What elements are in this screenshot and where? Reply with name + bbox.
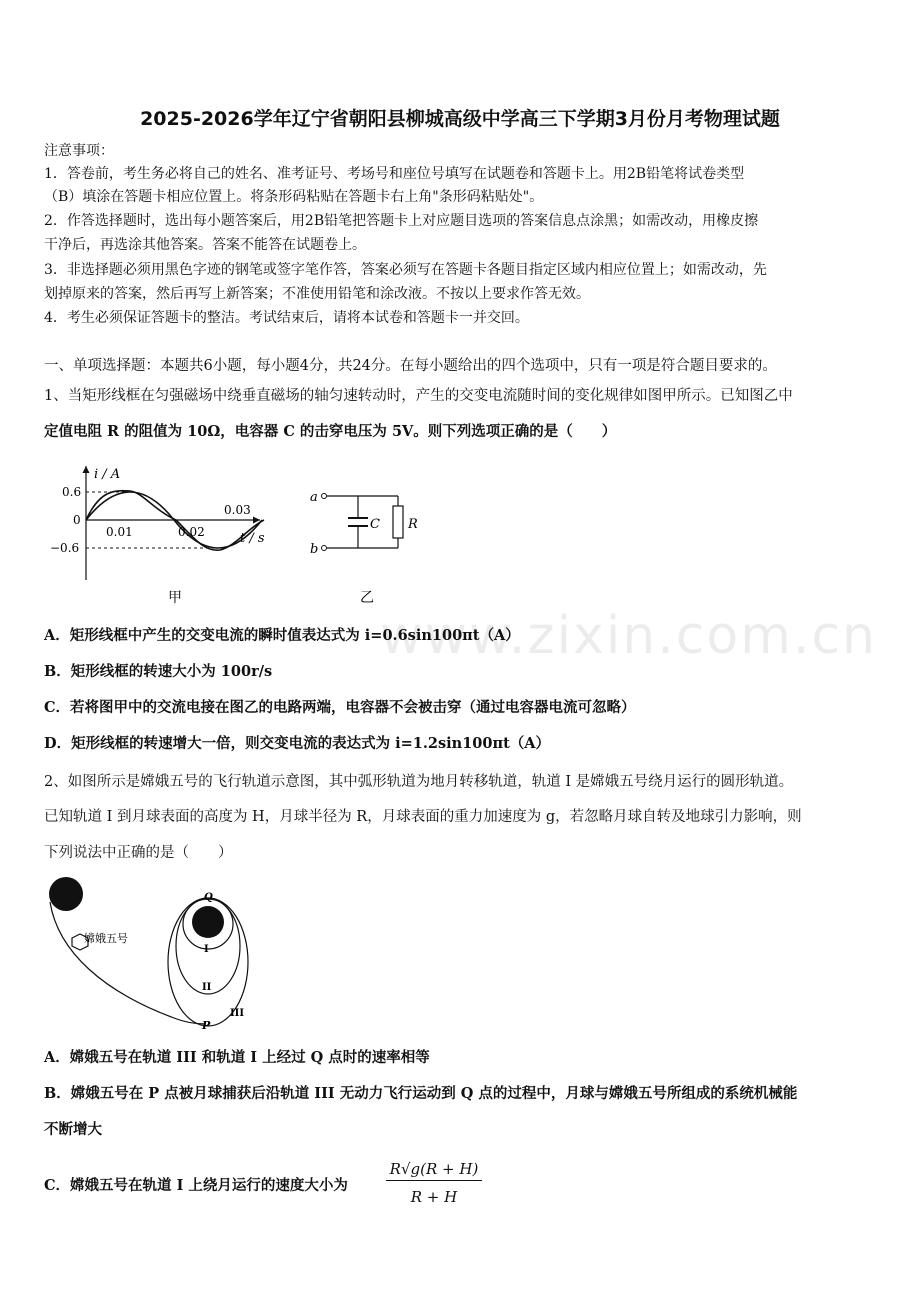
terminal-b	[322, 546, 327, 551]
moon-disc	[192, 906, 224, 938]
x-tick: 0.01	[106, 525, 133, 539]
figure-caption: 乙	[360, 590, 374, 606]
q1-option-b: B．矩形线框的转速大小为 100r/s	[44, 663, 273, 680]
label-b: b	[310, 542, 319, 557]
page-title: 2025-2026学年辽宁省朝阳县柳城高级中学高三下学期3月份月考物理试题	[140, 108, 780, 130]
q2-stem: 2、如图所示是嫦娥五号的飞行轨道示意图，其中弧形轨道为地月转移轨道，轨道 I 是嫦娥五号绕月运行的圆形轨道。	[44, 774, 794, 790]
orbit-i-label: I	[204, 944, 209, 955]
q2-stem: 已知轨道 I 到月球表面的高度为 H，月球半径为 R，月球表面的重力加速度为 g，若忽略月球自转及地球引力影响，则	[44, 809, 802, 825]
figure-caption: 甲	[168, 590, 182, 606]
orbit-iii-label: III	[230, 1008, 245, 1019]
notice-line: （B）填涂在答题卡相应位置上。将条形码粘贴在答题卡右上角"条形码粘贴处"。	[44, 189, 544, 205]
resistor	[393, 506, 403, 538]
q2-stem: 下列说法中正确的是（ ）	[44, 845, 233, 861]
q2-option-b-cont: 不断增大	[44, 1121, 102, 1138]
earth-disc	[49, 877, 83, 911]
notice-line: 划掉原来的答案，然后再写上新答案；不准使用铅笔和涂改液。不按以上要求作答无效。	[44, 286, 590, 302]
probe-label: 嫦娥五号	[84, 932, 128, 945]
q1-option-c: C．若将图甲中的交流电接在图乙的电路两端，电容器不会被击穿（通过电容器电流可忽略）	[44, 699, 636, 716]
y-tick: 0	[73, 513, 81, 527]
y-axis-label: i / A	[94, 467, 121, 482]
point-q: Q	[204, 892, 213, 903]
x-tick: 0.03	[224, 503, 251, 517]
notice-line: 干净后，再选涂其他答案。答案不能答在试题卷上。	[44, 237, 366, 253]
label-a: a	[310, 490, 318, 505]
orbit-ii-label: II	[202, 982, 212, 993]
section-heading: 一、单项选择题：本题共6小题，每小题4分，共24分。在每小题给出的四个选项中，只有一项是符合题目要求的。	[44, 358, 777, 374]
notice-line: 3．非选择题必须用黑色字迹的钢笔或签字笔作答，答案必须写在答题卡各题目指定区域内相应位置上；如需改动，先	[44, 262, 767, 278]
terminal-a	[322, 494, 327, 499]
notice-heading: 注意事项：	[44, 143, 114, 159]
q1-option-d: D．矩形线框的转速增大一倍，则交变电流的表达式为 i=1.2sin100πt（A）	[44, 735, 551, 752]
label-c: C	[370, 517, 380, 532]
circuit-figure	[300, 478, 440, 608]
x-axis-label: t / s	[240, 531, 265, 546]
x-tick: 0.02	[178, 525, 205, 539]
notice-line: 1．答卷前，考生务必将自己的姓名、准考证号、考场号和座位号填写在试题卷和答题卡上。用2B铅笔将试卷类型	[44, 166, 745, 182]
q2-option-b: B．嫦娥五号在 P 点被月球捕获后沿轨道 III 无动力飞行运动到 Q 点的过程中，月球与嫦娥五号所组成的系统机械能	[44, 1085, 798, 1102]
q1-option-a: A．矩形线框中产生的交变电流的瞬时值表达式为 i=0.6sin100πt（A）	[44, 627, 520, 644]
formula-numerator: R√g(R + H)	[386, 1160, 482, 1181]
q2-option-c: C．嫦娥五号在轨道 I 上绕月运行的速度大小为	[44, 1177, 348, 1194]
y-tick: −0.6	[50, 541, 80, 555]
formula-denominator: R + H	[410, 1188, 458, 1206]
notice-line: 2．作答选择题时，选出每小题答案后，用2B铅笔把答题卡上对应题目选项的答案信息点涂黑；如需改动，用橡皮擦	[44, 213, 759, 229]
transfer-orbit	[50, 902, 206, 1024]
y-tick: 0.6	[62, 485, 82, 499]
q1-stem: 定值电阻 R 的阻值为 10Ω，电容器 C 的击穿电压为 5V。则下列选项正确的是（ ）	[44, 423, 617, 440]
q1-stem: 1、当矩形线框在匀强磁场中绕垂直磁场的轴匀速转动时，产生的交变电流随时间的变化规律如图甲所示。已知图乙中	[44, 388, 793, 404]
q2-option-a: A．嫦娥五号在轨道 III 和轨道 I 上经过 Q 点时的速率相等	[44, 1049, 430, 1066]
point-p: P	[202, 1019, 211, 1032]
orbit-figure	[44, 872, 284, 1034]
current-waveform-figure	[44, 460, 274, 610]
watermark: www.zixin.com.cn	[380, 606, 877, 666]
notice-line: 4．考生必须保证答题卡的整洁。考试结束后，请将本试卷和答题卡一并交回。	[44, 310, 529, 326]
label-r: R	[408, 517, 418, 532]
